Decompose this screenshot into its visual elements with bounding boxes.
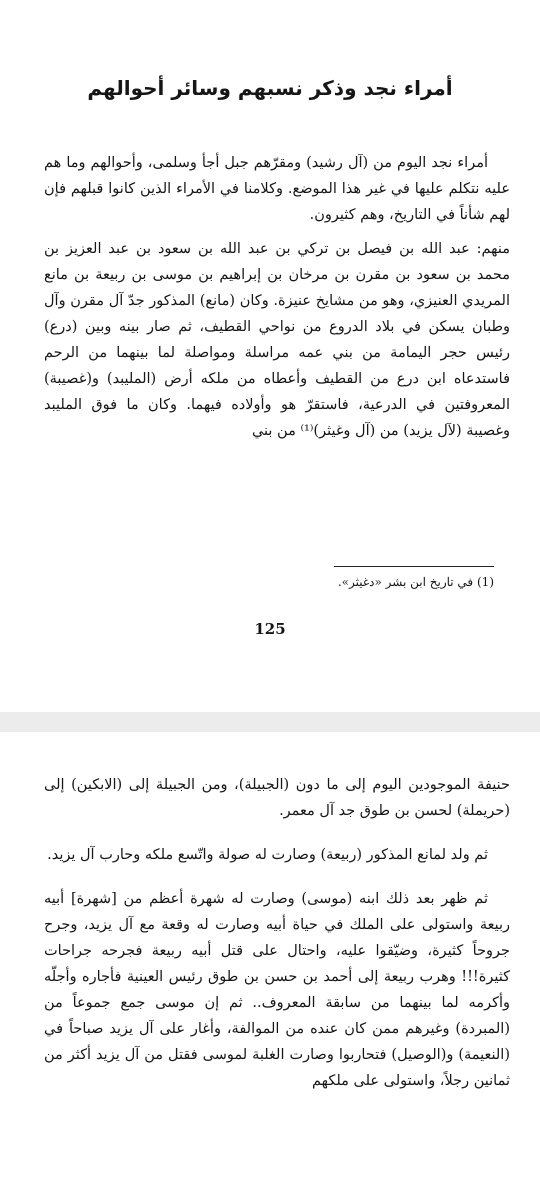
paragraph-continuation: حنيفة الموجودين اليوم إلى ما دون (الجبيلة)، ومن الجبيلة إلى (الابكين) إلى (حريملة) لحسن بن طوق جد آل معمر. xyxy=(44,777,510,819)
paragraph-lineage: منهم: عبد الله بن فيصل بن تركي بن عبد الله بن سعود بن عبد العزيز بن محمد بن سعود بن مقرن بن مرخان بن إبراهيم بن موسى بن ربيعة بن مانع المريدي العنيزي، وهو من مشايخ عنيزة. وكان (مانع) المذكور جدّ آل مقرن وآل وطبان يسكن في بلاد الدروع من نواحي القطيف، ثم صار بينه وبين (درع) رئيس حجر اليمامة من بني عمه مراسلة ومواصلة لما بينهما من الرحم فاستدعاه ابن درع من القطيف وأعطاه من ملكه أرض (المليبد) و(غصيبة) المعروفتين في الدرعية، فاستقرّ هو وأولاده فيهما. وكان ما فوق المليبد وغصيبة (لآل يزيد) من (آل وغيثر)⁽¹⁾ من بني xyxy=(44,241,510,439)
page-gap xyxy=(0,712,540,732)
footnote: (1) في تاريخ ابن بشر «دغيثر». xyxy=(337,575,494,589)
paragraph-rabia: ثم ولد لمانع المذكور (ربيعة) وصارت له صولة واتّسع ملكه وحارب آل يزيد. xyxy=(47,847,488,863)
footnote-divider xyxy=(334,566,494,567)
page-126-body xyxy=(44,772,510,1112)
paragraph-intro: أمراء نجد اليوم من (آل رشيد) ومقرّهم جبل أجأ وسلمى، وأحوالهم وما هم عليه نتكلم عليها في غير هذا الموضع. وكلامنا في الأمراء الذين كانوا قبلهم فإن لهم شأناً في التاريخ، وهم كثيرون. xyxy=(44,155,510,223)
chapter-title: أمراء نجد وذكر نسبهم وسائر أحوالهم xyxy=(87,76,453,100)
book-page-126 xyxy=(0,732,540,1200)
paragraph-musa: ثم ظهر بعد ذلك ابنه (موسى) وصارت له شهرة أعظم من [شهرة] أبيه ربيعة واستولى على الملك في حياة أبيه وصارت له وقعة مع آل يزيد، وجرح جروحاً كثيرة، وضيّقوا عليه، واحتال على قتل أبيه ربيعة فجرحه جراحات كثيرة!!! وهرب ربيعة إلى أحمد بن حسن بن طوق رئيس العينية فأجاره وأجلّه وأكرمه لما بينهما من سابقة المعروف.. ثم إن موسى جمع جموعاً من (المبردة) وغيرهم ممن كان عنده من الموالفة، وأغار على آل يزيد صباحاً في (النعيمة) و(الوصيل) فتحاربوا وصارت الغلبة لموسى فقتل من آل يزيد أكثر من ثمانين رجلاً، واستولى على ملكهم xyxy=(44,891,510,1089)
page-number: 125 xyxy=(254,620,286,638)
page-125-body xyxy=(44,150,510,452)
